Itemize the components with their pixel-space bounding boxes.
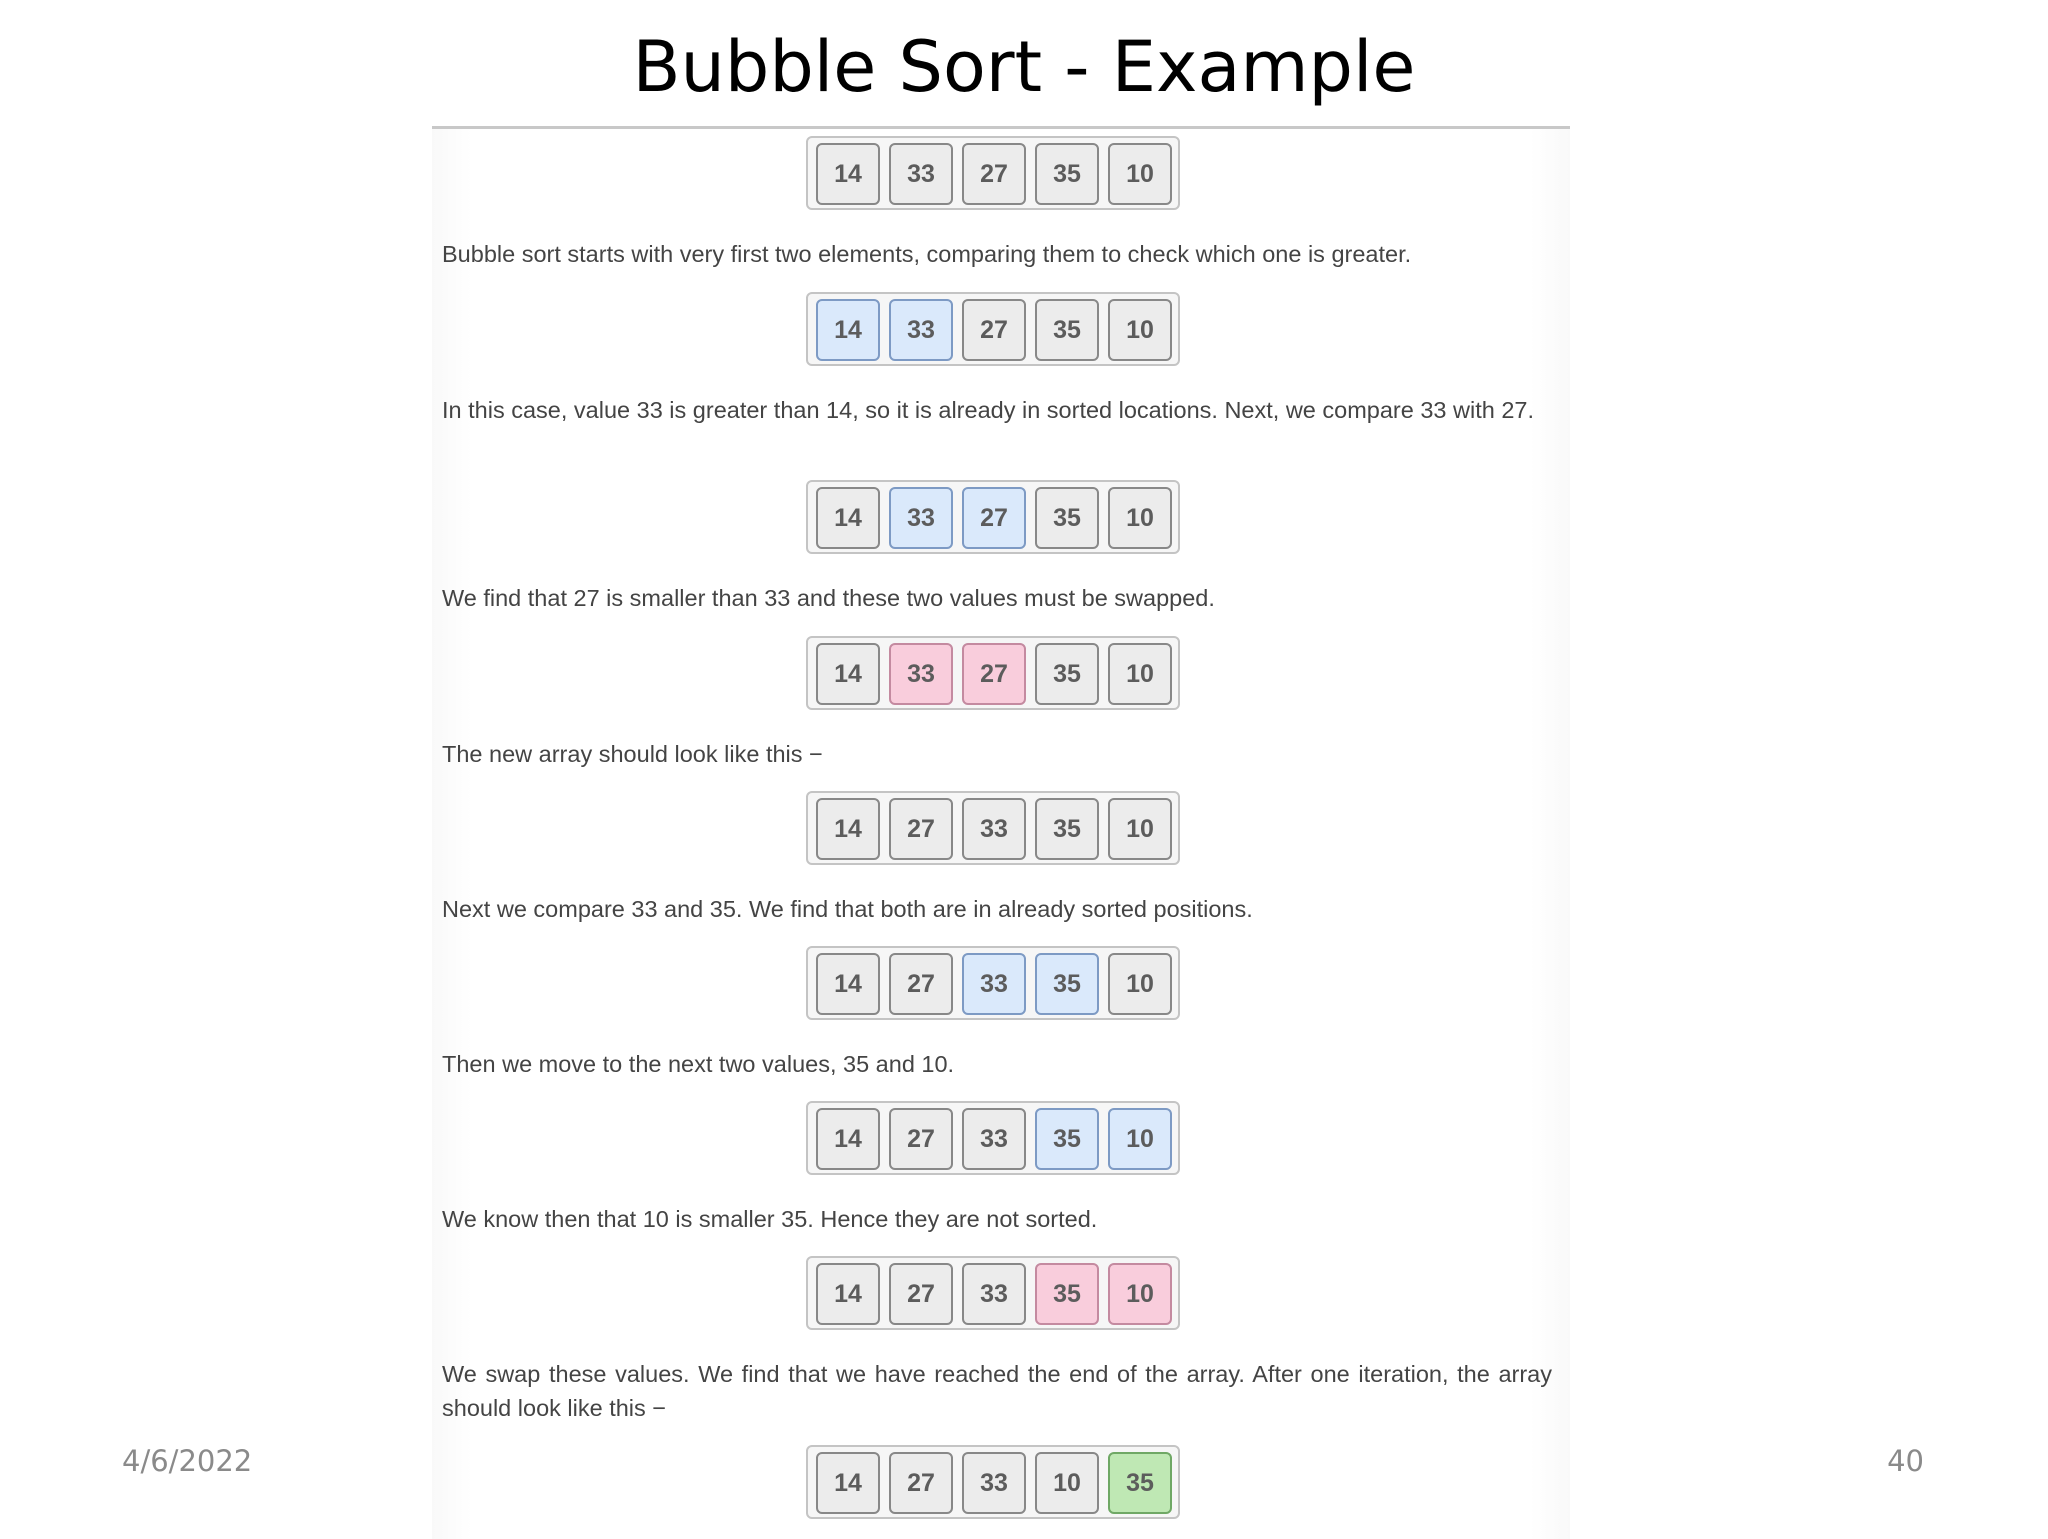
array-cell: 10 — [1108, 643, 1172, 705]
array-step-7 — [806, 1101, 1180, 1175]
array-cell: 35 — [1035, 1108, 1099, 1170]
array-cell: 27 — [962, 299, 1026, 361]
array-cell: 10 — [1035, 1452, 1099, 1514]
array-cell: 33 — [962, 798, 1026, 860]
array-cell: 10 — [1108, 953, 1172, 1015]
array-step-2 — [806, 292, 1180, 366]
array-cell: 35 — [1108, 1452, 1172, 1514]
array-cell: 35 — [1035, 299, 1099, 361]
array-cell: 33 — [889, 487, 953, 549]
array-step-4 — [806, 636, 1180, 710]
array-cell: 33 — [889, 643, 953, 705]
array-cell: 33 — [889, 143, 953, 205]
array-cell: 33 — [889, 299, 953, 361]
array-cell: 14 — [816, 143, 880, 205]
step-caption-3: We find that 27 is smaller than 33 and these two values must be swapped. — [442, 585, 1215, 611]
array-cell: 14 — [816, 487, 880, 549]
array-cell: 33 — [962, 1452, 1026, 1514]
array-cell: 10 — [1108, 487, 1172, 549]
step-caption-6: Then we move to the next two values, 35 and 10. — [442, 1051, 955, 1077]
array-step-6 — [806, 946, 1180, 1020]
array-cell: 35 — [1035, 143, 1099, 205]
array-cell: 33 — [962, 953, 1026, 1015]
array-cell: 10 — [1108, 1263, 1172, 1325]
step-caption-4: The new array should look like this − — [442, 741, 823, 767]
array-cell: 33 — [962, 1108, 1026, 1170]
step-caption-8: We swap these values. We find that we have reached the end of the array. After one iteration, the array should look like this − — [442, 1361, 1552, 1421]
array-cell: 14 — [816, 953, 880, 1015]
array-cell: 10 — [1108, 299, 1172, 361]
array-cell: 10 — [1108, 798, 1172, 860]
array-cell: 27 — [962, 643, 1026, 705]
step-caption-2: In this case, value 33 is greater than 14, so it is already in sorted locations. Next, we compare 33 with 27. — [442, 397, 1535, 423]
array-step-5 — [806, 791, 1180, 865]
step-caption-1: Bubble sort starts with very first two elements, comparing them to check which one is greater. — [442, 241, 1412, 267]
array-cell: 35 — [1035, 798, 1099, 860]
array-cell: 27 — [889, 1452, 953, 1514]
array-step-3 — [806, 480, 1180, 554]
array-cell: 14 — [816, 1452, 880, 1514]
array-cell: 10 — [1108, 1108, 1172, 1170]
array-cell: 14 — [816, 1263, 880, 1325]
array-cell: 14 — [816, 299, 880, 361]
array-cell: 27 — [962, 143, 1026, 205]
array-cell: 14 — [816, 643, 880, 705]
step-caption-7: We know then that 10 is smaller 35. Hence they are not sorted. — [442, 1206, 1098, 1232]
array-step-9 — [806, 1445, 1180, 1519]
slide-date: 4/6/2022 — [122, 1444, 253, 1478]
array-cell: 33 — [962, 1263, 1026, 1325]
array-cell: 27 — [962, 487, 1026, 549]
content-panel — [432, 126, 1570, 1539]
array-cell: 27 — [889, 1108, 953, 1170]
array-cell: 27 — [889, 1263, 953, 1325]
array-cell: 10 — [1108, 143, 1172, 205]
array-cell: 35 — [1035, 1263, 1099, 1325]
slide-title: Bubble Sort - Example — [632, 26, 1416, 108]
step-caption-5: Next we compare 33 and 35. We find that both are in already sorted positions. — [442, 896, 1253, 922]
array-step-8 — [806, 1256, 1180, 1330]
array-cell: 35 — [1035, 953, 1099, 1015]
array-cell: 35 — [1035, 487, 1099, 549]
array-step-1 — [806, 136, 1180, 210]
array-cell: 35 — [1035, 643, 1099, 705]
slide-number: 40 — [1887, 1444, 1924, 1478]
array-cell: 14 — [816, 1108, 880, 1170]
array-cell: 27 — [889, 953, 953, 1015]
array-cell: 14 — [816, 798, 880, 860]
array-cell: 27 — [889, 798, 953, 860]
